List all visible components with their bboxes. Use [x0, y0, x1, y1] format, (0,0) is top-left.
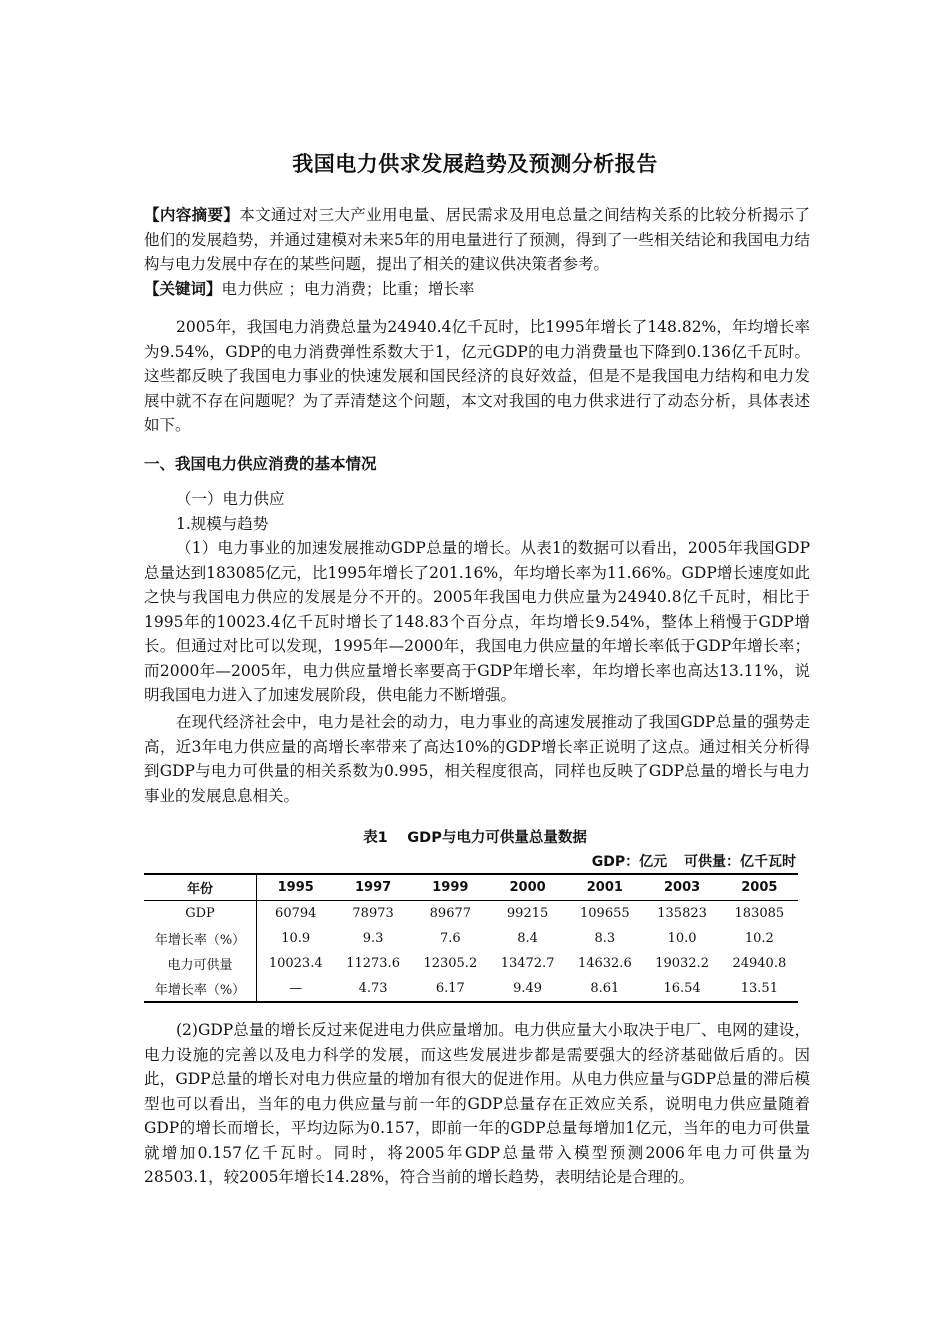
table-cell: 8.4 — [517, 931, 538, 946]
header-cell: 1997 — [355, 880, 392, 895]
header-cell: 1995 — [277, 880, 314, 895]
table-cell: 183085 — [734, 906, 785, 921]
table-cell: 109655 — [580, 906, 630, 921]
table-cell: 89677 — [429, 906, 472, 921]
table-row — [144, 951, 798, 976]
table-cell: 7.6 — [440, 931, 461, 946]
table-cell: 4.73 — [358, 981, 388, 996]
table-cell: 78973 — [352, 906, 394, 921]
header-cell: 2005 — [741, 880, 778, 895]
header-cell: 2003 — [664, 880, 701, 895]
row-label: 年增长率（%） — [144, 976, 257, 1002]
table-cell: 8.61 — [590, 981, 620, 996]
row-label: 电力可供量 — [144, 951, 257, 976]
table-cell: 9.49 — [513, 981, 543, 996]
subsection-heading: （一）电力供应 — [176, 490, 285, 508]
section-heading: 一、我国电力供应消费的基本情况 — [144, 455, 377, 473]
header-cell: 2000 — [509, 880, 546, 895]
table-cell: 10.2 — [744, 931, 774, 946]
subsubsection-heading: 1.规模与趋势 — [176, 515, 269, 533]
keywords — [144, 277, 810, 302]
table-cell: — — [289, 981, 303, 996]
paragraph-1: （1）电力事业的加速发展推动GDP总量的增长。从表1的数据可以看出，2005年我国GDP总量达到183085亿元，比1995年增长了201.16%，年均增长率为11.66%。GDP增长速度如此之快与我国电力供应的发展是分不开的。2005年我国电力供应量为24940.8亿千瓦时，相比于1995年的10023.4亿千瓦时增长了148.83个百分点，年均增长9.54%，整体上稍慢于GDP增长。但通过对比可以发现，1995年—2000年，我国电力供应量的年增长率低于GDP年增长率；而2000年—2005年，电力供应量增长率要高于GDP年增长率，年均增长率也高达13.11%，说明我国电力进入了加速发展阶段，供电能力不断增强。 — [144, 539, 810, 704]
table-cell: 6.17 — [435, 981, 465, 996]
table-header-row — [144, 874, 798, 901]
header-cell: 年份 — [144, 874, 257, 901]
paragraph-2: 在现代经济社会中，电力是社会的动力，电力事业的高速发展推动了我国GDP总量的强势走高，近3年电力供应量的高增长率带来了高达10%的GDP增长率正说明了这点。通过相关分析得到GDP与电力可供量的相关系数为0.995，相关程度很高，同样也反映了GDP总量的增长与电力事业的发展息息相关。 — [144, 713, 810, 805]
table-row — [144, 976, 798, 1002]
table-cell: 135823 — [657, 906, 707, 921]
paragraph-3: (2)GDP总量的增长反过来促进电力供应量增加。电力供应量大小取决于电厂、电网的建设，电力设施的完善以及电力科学的发展，而这些发展进步都是需要强大的经济基础做后盾的。因此，GDP总量的增长对电力供应量的增加有很大的促进作用。从电力供应量与GDP总量的滞后模型也可以看出，当年的电力供应量与前一年的GDP总量存在正效应关系，说明电力供应量随着GDP的增长而增长，平均边际为0.157，即前一年的GDP总量每增加1亿元，当年的电力可供量就增加0.157亿千瓦时。同时，将2005年GDP总量带入模型预测2006年电力可供量为28503.1，较2005年增长14.28%，符合当前的增长趋势，表明结论是合理的。 — [144, 1021, 810, 1186]
table-units: GDP：亿元 可供量：亿千瓦时 — [591, 854, 796, 870]
keywords-label: 【关键词】 — [144, 280, 222, 298]
abstract-text: 本文通过对三大产业用电量、居民需求及用电总量之间结构关系的比较分析揭示了他们的发展趋势，并通过建模对未来5年的用电量进行了预测，得到了一些相关结论和我国电力结构与电力发展中存在的某些问题，提出了相关的建议供决策者参考。 — [144, 206, 810, 273]
header-cell: 2001 — [586, 880, 623, 895]
row-label: GDP — [144, 901, 257, 927]
row-label: 年增长率（%） — [144, 926, 257, 951]
table-cell: 99215 — [506, 906, 549, 921]
abstract-label: 【内容摘要】 — [144, 206, 240, 224]
header-cell: 1999 — [432, 880, 469, 895]
keywords-text: 电力供应 ；电力消费；比重；增长率 — [221, 280, 475, 298]
table-cell: 24940.8 — [732, 956, 787, 971]
table-row — [144, 901, 798, 927]
data-table — [144, 873, 798, 1003]
table-cell: 10.9 — [281, 931, 311, 946]
table-cell: 10023.4 — [268, 956, 323, 971]
abstract — [144, 203, 810, 277]
table-cell: 8.3 — [594, 931, 616, 946]
table-cell: 9.3 — [362, 931, 384, 946]
table-cell: 60794 — [275, 906, 317, 921]
table-cell: 14632.6 — [577, 956, 632, 971]
table-cell: 13472.7 — [500, 956, 555, 971]
table-cell: 13.51 — [740, 981, 778, 996]
table-cell: 12305.2 — [423, 956, 478, 971]
table-cell: 19032.2 — [655, 956, 709, 971]
table-caption: 表1 GDP与电力可供量总量数据 — [363, 830, 587, 846]
table-row — [144, 926, 798, 951]
table-cell: 16.54 — [663, 981, 701, 996]
document-title: 我国电力供求发展趋势及预测分析报告 — [292, 152, 658, 176]
intro-paragraph: 2005年，我国电力消费总量为24940.4亿千瓦时，比1995年增长了148.82%，年均增长率为9.54%，GDP的电力消费弹性系数大于1，亿元GDP的电力消费量也下降到0.136亿千瓦时。这些都反映了我国电力事业的快速发展和国民经济的良好效益，但是不是我国电力结构和电力发展中就不存在问题呢？为了弄清楚这个问题，本文对我国的电力供求进行了动态分析，具体表述如下。 — [144, 318, 810, 434]
table-cell: 11273.6 — [346, 956, 400, 971]
table-cell: 10.0 — [667, 931, 697, 946]
